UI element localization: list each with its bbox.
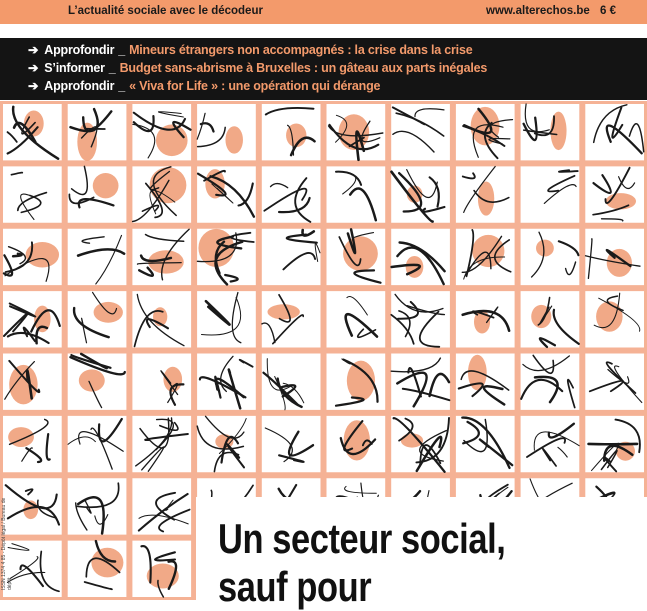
sketch-cell xyxy=(262,291,321,347)
sketch-cell xyxy=(3,291,62,347)
sketch-cell xyxy=(456,166,515,222)
sketch-cell xyxy=(391,416,450,472)
headline-section: S’informer xyxy=(44,61,105,75)
sketch-cell xyxy=(327,291,386,347)
sketch-cell xyxy=(327,166,386,222)
headline-separator: _ xyxy=(108,61,116,75)
sketch-cell xyxy=(197,104,256,160)
sketch-cell xyxy=(327,104,386,160)
sketch-cell xyxy=(391,291,450,347)
sketch-cell xyxy=(456,229,515,285)
sketch-cell xyxy=(132,354,191,410)
sketch-cell xyxy=(3,416,62,472)
sketch-cell xyxy=(262,354,321,410)
sketch-cell xyxy=(68,229,127,285)
issn-vertical-text: ISSN 1374 4 85 - Dépôt légal / Bureau de dépôt xyxy=(1,497,13,590)
headline-separator: _ xyxy=(118,43,126,57)
headline-item[interactable] xyxy=(28,78,380,93)
sketch-cell xyxy=(585,229,644,285)
sketch-cell xyxy=(3,104,62,160)
sketch-cell xyxy=(132,541,191,597)
arrow-right-icon: ➔ xyxy=(28,79,39,93)
headline-title: Mineurs étrangers non accompagnés : la crise dans la crise xyxy=(129,43,473,57)
sketch-cell xyxy=(3,354,62,410)
sketch-cell xyxy=(585,416,644,472)
sketch-cell xyxy=(3,229,62,285)
cover-title xyxy=(218,515,505,611)
sketch-cell xyxy=(132,291,191,347)
sketch-cell xyxy=(197,354,256,410)
sketch-cell xyxy=(521,229,580,285)
sketch-cell xyxy=(132,166,191,222)
sketch-cell xyxy=(262,104,321,160)
tagline: L’actualité sociale avec le décodeur xyxy=(68,5,263,17)
sketch-cell xyxy=(456,354,515,410)
sketch-cell xyxy=(197,416,256,472)
sketch-cell xyxy=(585,291,644,347)
sketch-cell xyxy=(68,478,127,534)
sketch-cell xyxy=(3,166,62,222)
sketch-cell xyxy=(132,229,191,285)
sketch-cell xyxy=(521,166,580,222)
sketch-cell xyxy=(456,416,515,472)
sketch-cell xyxy=(132,104,191,160)
headline-item[interactable] xyxy=(28,42,472,57)
sketch-cell xyxy=(327,229,386,285)
sketch-cell xyxy=(456,104,515,160)
sketch-cell xyxy=(521,291,580,347)
sketch-cell xyxy=(262,166,321,222)
website-link[interactable]: www.alterechos.be xyxy=(486,5,590,17)
sketch-cell xyxy=(327,354,386,410)
sketch-cell xyxy=(521,104,580,160)
sketch-cell xyxy=(132,416,191,472)
sketch-cell xyxy=(68,354,127,410)
cover-title-line: sauf pour xyxy=(218,563,372,610)
sketch-cell xyxy=(68,541,127,597)
sketch-cell xyxy=(391,166,450,222)
arrow-right-icon: ➔ xyxy=(28,61,39,75)
headline-title: « Viva for Life » : une opération qui dérange xyxy=(129,79,381,93)
sketch-cell xyxy=(391,354,450,410)
arrow-right-icon: ➔ xyxy=(28,43,39,57)
sketch-cell xyxy=(68,104,127,161)
sketch-cell xyxy=(391,229,450,285)
sketch-cell xyxy=(391,104,450,160)
top-banner xyxy=(0,0,647,24)
sketch-cell xyxy=(585,166,644,222)
headlines-band xyxy=(0,38,647,100)
sketch-cell xyxy=(327,416,386,472)
sketch-cell xyxy=(68,291,127,347)
headline-section: Approfondir xyxy=(44,79,115,93)
sketch-cell xyxy=(197,166,256,222)
sketch-cell xyxy=(585,354,644,410)
sketch-cell xyxy=(132,478,191,534)
headline-item[interactable] xyxy=(28,60,487,75)
sketch-cell xyxy=(197,291,256,347)
sketch-cell xyxy=(456,291,515,347)
sketch-cell xyxy=(585,104,644,160)
sketch-cell xyxy=(521,416,580,472)
sketch-cell xyxy=(521,354,580,410)
sketch-cell xyxy=(262,229,321,285)
headline-title: Budget sans-abrisme à Bruxelles : un gâteau aux parts inégales xyxy=(119,61,488,75)
sketch-cell xyxy=(68,416,127,472)
headline-section: Approfondir xyxy=(44,43,115,57)
price-label: 6 € xyxy=(600,5,616,17)
cover-title-line: Un secteur social, xyxy=(218,515,506,562)
sketch-cell xyxy=(68,166,127,222)
sketch-cell xyxy=(262,416,321,472)
sketch-cell xyxy=(197,229,256,285)
headline-separator: _ xyxy=(118,79,126,93)
